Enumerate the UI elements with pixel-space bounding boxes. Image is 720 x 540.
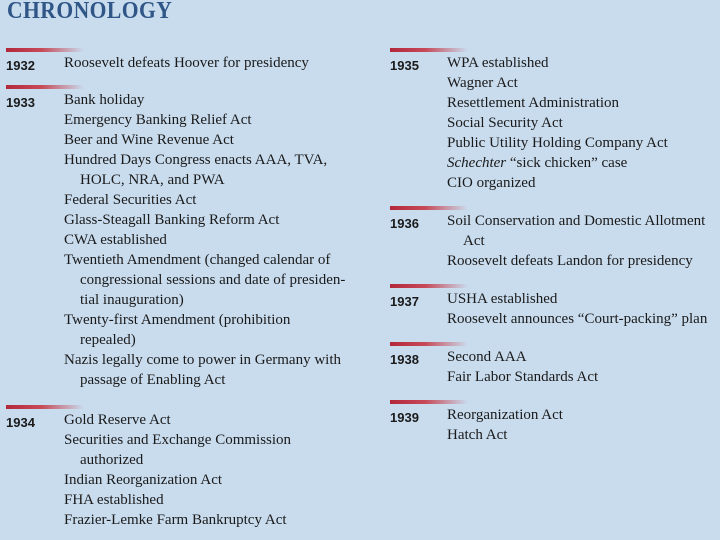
event-text: Securities and Exchange Commission xyxy=(64,432,292,448)
event-item xyxy=(64,350,345,390)
event-item xyxy=(64,110,345,130)
event-item xyxy=(447,367,598,387)
event-text: Public Utility Holding Company Act xyxy=(447,135,668,151)
year-label: 1933 xyxy=(6,95,35,110)
event-text: Roosevelt announces “Court-packing” plan xyxy=(447,311,708,327)
event-text: Hatch Act xyxy=(447,427,508,443)
event-list xyxy=(64,410,291,530)
event-text-continuation: congressional sessions and date of presiden- xyxy=(80,272,346,288)
event-text: Nazis legally come to power in Germany with xyxy=(64,352,342,368)
event-text-continuation: repealed) xyxy=(80,332,136,348)
event-item xyxy=(447,425,563,445)
event-text-continuation: passage of Enabling Act xyxy=(80,372,226,388)
event-text: Frazier-Lemke Farm Bankruptcy Act xyxy=(64,512,287,528)
event-text: Bank holiday xyxy=(64,92,145,108)
event-text-continuation: tial inauguration) xyxy=(80,292,184,308)
event-item xyxy=(64,190,345,210)
event-list xyxy=(447,53,668,193)
event-item xyxy=(447,173,668,193)
event-item xyxy=(447,153,668,173)
red-rule xyxy=(390,48,468,52)
event-text: Roosevelt defeats Hoover for presidency xyxy=(64,55,309,71)
event-text-continuation: authorized xyxy=(80,452,144,468)
event-item xyxy=(64,410,291,430)
event-text: Soil Conservation and Domestic Allotment xyxy=(447,213,706,229)
year-label: 1932 xyxy=(6,58,35,73)
event-text: Reorganization Act xyxy=(447,407,563,423)
event-text: CIO organized xyxy=(447,175,536,191)
event-item xyxy=(64,90,345,110)
event-item xyxy=(447,347,598,367)
event-text: CWA established xyxy=(64,232,167,248)
event-item xyxy=(64,210,345,230)
event-item xyxy=(447,113,668,133)
event-list xyxy=(64,90,345,390)
red-rule xyxy=(6,85,84,89)
event-text: Social Security Act xyxy=(447,115,563,131)
event-list xyxy=(64,53,309,73)
event-text: Twentieth Amendment (changed calendar of xyxy=(64,252,331,268)
event-text: Roosevelt defeats Landon for presidency xyxy=(447,253,693,269)
event-item xyxy=(447,405,563,425)
red-rule xyxy=(390,342,468,346)
red-rule xyxy=(390,400,468,404)
event-item xyxy=(64,130,345,150)
red-rule xyxy=(390,206,468,210)
event-item xyxy=(64,510,291,530)
page-title: CHRONOLOGY xyxy=(7,0,173,24)
event-text: Hundred Days Congress enacts AAA, TVA, xyxy=(64,152,328,168)
event-item xyxy=(447,133,668,153)
event-text: Indian Reorganization Act xyxy=(64,472,223,488)
event-text: Gold Reserve Act xyxy=(64,412,171,428)
event-item xyxy=(447,211,705,251)
red-rule xyxy=(6,48,84,52)
event-list xyxy=(447,347,598,387)
event-text: FHA established xyxy=(64,492,164,508)
event-item xyxy=(447,73,668,93)
year-label: 1935 xyxy=(390,58,419,73)
event-item xyxy=(447,93,668,113)
case-name-italic: Schechter xyxy=(447,155,507,171)
event-text: Wagner Act xyxy=(447,75,518,91)
event-item xyxy=(64,230,345,250)
event-item xyxy=(64,250,345,310)
red-rule xyxy=(390,284,468,288)
event-text: Fair Labor Standards Act xyxy=(447,369,599,385)
event-text: Resettlement Administration xyxy=(447,95,620,111)
event-text-continuation: Act xyxy=(463,233,485,249)
red-rule xyxy=(6,405,84,409)
year-label: 1937 xyxy=(390,294,419,309)
event-text: Beer and Wine Revenue Act xyxy=(64,132,234,148)
event-item xyxy=(447,53,668,73)
event-text: USHA established xyxy=(447,291,558,307)
event-text-continuation: HOLC, NRA, and PWA xyxy=(80,172,225,188)
event-item xyxy=(64,430,291,470)
event-list xyxy=(447,211,705,271)
event-item xyxy=(64,53,309,73)
event-text: Glass-Steagall Banking Reform Act xyxy=(64,212,280,228)
event-item xyxy=(64,490,291,510)
event-item xyxy=(64,150,345,190)
year-label: 1934 xyxy=(6,415,35,430)
event-list xyxy=(447,289,707,329)
event-text: Second AAA xyxy=(447,349,527,365)
event-list xyxy=(447,405,563,445)
event-text: Twenty-first Amendment (prohibition xyxy=(64,312,291,328)
event-item xyxy=(447,309,707,329)
event-item xyxy=(64,310,345,350)
event-text: Emergency Banking Relief Act xyxy=(64,112,252,128)
year-label: 1939 xyxy=(390,410,419,425)
year-label: 1938 xyxy=(390,352,419,367)
event-text: Federal Securities Act xyxy=(64,192,197,208)
event-item xyxy=(447,289,707,309)
event-text: WPA established xyxy=(447,55,549,71)
event-text: “sick chicken” case xyxy=(506,155,628,171)
year-label: 1936 xyxy=(390,216,419,231)
event-item xyxy=(447,251,705,271)
event-item xyxy=(64,470,291,490)
